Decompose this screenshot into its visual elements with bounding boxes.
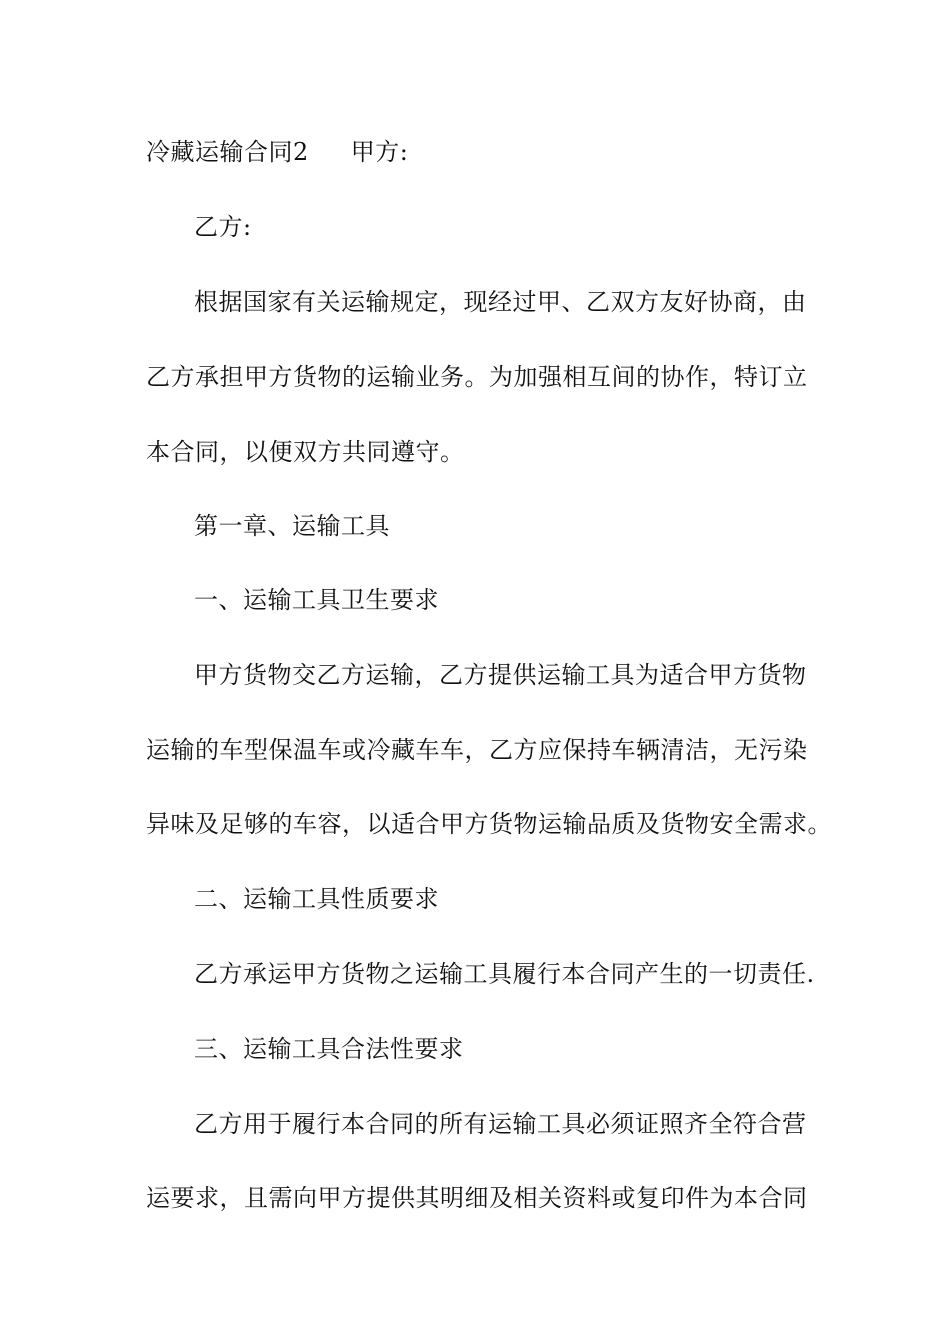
paragraph-line: 乙方用于履行本合同的所有运输工具必须证照齐全符合营 <box>194 1110 807 1138</box>
section-heading: 二、运输工具性质要求 <box>194 885 439 913</box>
chapter-heading: 第一章、运输工具 <box>194 512 390 540</box>
party-a-label: 甲方: <box>350 138 409 166</box>
title-line <box>146 137 826 167</box>
section-heading: 一、运输工具卫生要求 <box>194 586 439 614</box>
paragraph-line: 乙方承运甲方货物之运输工具履行本合同产生的一切责任. <box>194 960 815 988</box>
paragraph-line: 根据国家有关运输规定，现经过甲、乙双方友好协商，由 <box>194 288 807 316</box>
paragraph-line: 本合同，以便双方共同遵守。 <box>146 438 465 466</box>
paragraph-line: 异味及足够的车容，以适合甲方货物运输品质及货物安全需求。 <box>146 810 832 838</box>
paragraph-line: 乙方承担甲方货物的运输业务。为加强相互间的协作，特订立 <box>146 363 808 391</box>
section-heading: 三、运输工具合法性要求 <box>194 1035 464 1063</box>
paragraph-line: 运输的车型保温车或冷藏车车，乙方应保持车辆清洁，无污染 <box>146 736 808 764</box>
paragraph-line: 运要求，且需向甲方提供其明细及相关资料或复印件为本合同 <box>146 1184 808 1212</box>
document-title: 冷藏运输合同2 <box>146 138 309 166</box>
paragraph-line: 甲方货物交乙方运输，乙方提供运输工具为适合甲方货物 <box>194 661 807 689</box>
party-b-label: 乙方: <box>194 213 252 241</box>
